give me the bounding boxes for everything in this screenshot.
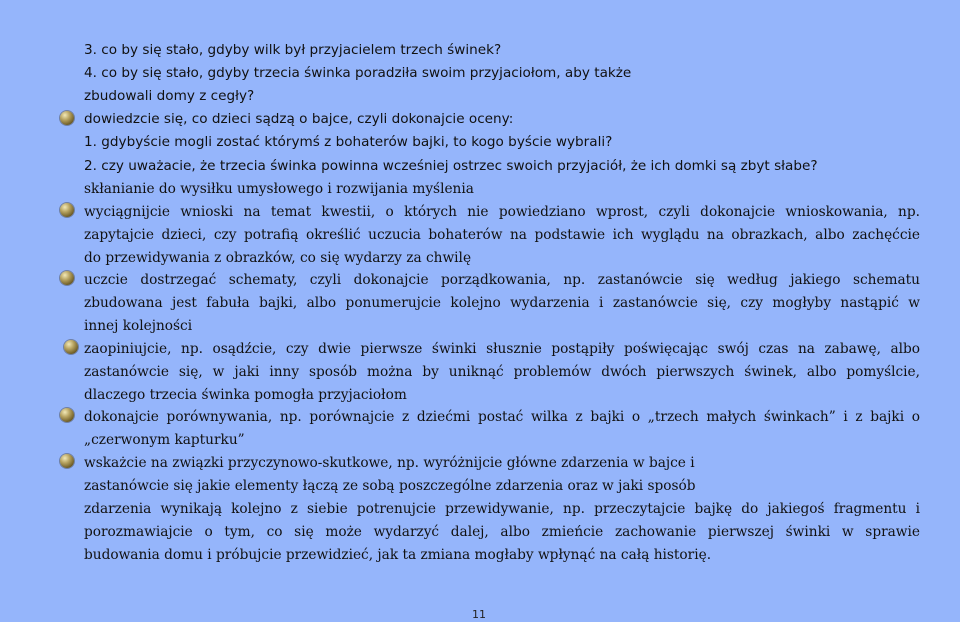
text-line: budowania domu i próbujcie przewidzieć, jak ta zmiana mogłaby wpłynąć na całą historię.: [84, 547, 712, 563]
text-line: 4. co by się stało, gdyby trzecia świnka poradziła swoim przyjaciołom, aby także: [84, 65, 632, 81]
text-line: wskażcie na związki przyczynowo-skutkowe, np. wyróżnijcie główne zdarzenia w bajce i: [84, 455, 695, 471]
bullet-icon: [60, 111, 74, 125]
bullet-icon: [60, 271, 74, 285]
text-line: dokonajcie porównywania, np. porównajcie z dziećmi postać wilka z bajki o „trzech małych świnkach” i z bajki o: [84, 409, 920, 425]
bullet-icon: [60, 203, 74, 217]
text-line: zastanówcie się jakie elementy łączą ze sobą poszczególne zdarzenia oraz w jaki sposób: [84, 478, 696, 494]
text-line: 1. gdybyście mogli zostać którymś z bohaterów bajki, to kogo byście wybrali?: [84, 134, 613, 150]
text-line: „czerwonym kapturku”: [84, 432, 245, 448]
text-line: 2. czy uważacie, że trzecia świnka powinna wcześniej ostrzec swoich przyjaciół, że ich domki są zbyt słabe?: [84, 158, 818, 174]
text-line: skłanianie do wysiłku umysłowego i rozwijania myślenia: [84, 181, 474, 197]
page-number: 11: [472, 608, 486, 621]
text-line: zaopiniujcie, np. osądźcie, czy dwie pierwsze świnki słusznie postąpiły poświęcając swój czas na zabawę, albo: [84, 341, 920, 357]
text-line: zapytajcie dzieci, czy potrafią określić uczucia bohaterów na podstawie ich wyglądu na obrazkach, albo zachęćcie: [84, 227, 920, 243]
text-line: wyciągnijcie wnioski na temat kwestii, o których nie powiedziano wprost, czyli dokonajcie wnioskowania, np.: [84, 204, 920, 220]
text-line: zbudowana jest fabuła bajki, albo ponumerujcie kolejno wydarzenia i zastanówcie się, czy mogłyby nastąpić w: [84, 295, 920, 311]
text-line: uczcie dostrzegać schematy, czyli dokonajcie porządkowania, np. zastanówcie się według jakiego schematu: [84, 272, 920, 288]
bullet-icon: [60, 408, 74, 422]
text-line: zbudowali domy z cegły?: [84, 88, 255, 104]
text-line: zdarzenia wynikają kolejno z siebie potrenujcie przewidywanie, np. przeczytajcie bajkę do jakiegoś fragmentu i: [84, 501, 920, 517]
text-line: innej kolejności: [84, 318, 193, 334]
text-line: do przewidywania z obrazków, co się wydarzy za chwilę: [84, 250, 472, 266]
text-line: 3. co by się stało, gdyby wilk był przyjacielem trzech świnek?: [84, 42, 502, 58]
bullet-icon: [64, 340, 78, 354]
text-line: porozmawiajcie o tym, co się może wydarzyć dalej, albo zmieńcie zachowanie pierwszej świnki w sprawie: [84, 524, 920, 540]
bullet-icon: [60, 454, 74, 468]
text-line: dowiedzcie się, co dzieci sądzą o bajce, czyli dokonajcie oceny:: [84, 111, 514, 127]
text-line: dlaczego trzecia świnka pomogła przyjaciołom: [84, 387, 407, 403]
text-line: zastanówcie się, w jaki inny sposób można by uniknąć problemów dwóch pierwszych świnek, albo pomyślcie,: [84, 364, 920, 380]
